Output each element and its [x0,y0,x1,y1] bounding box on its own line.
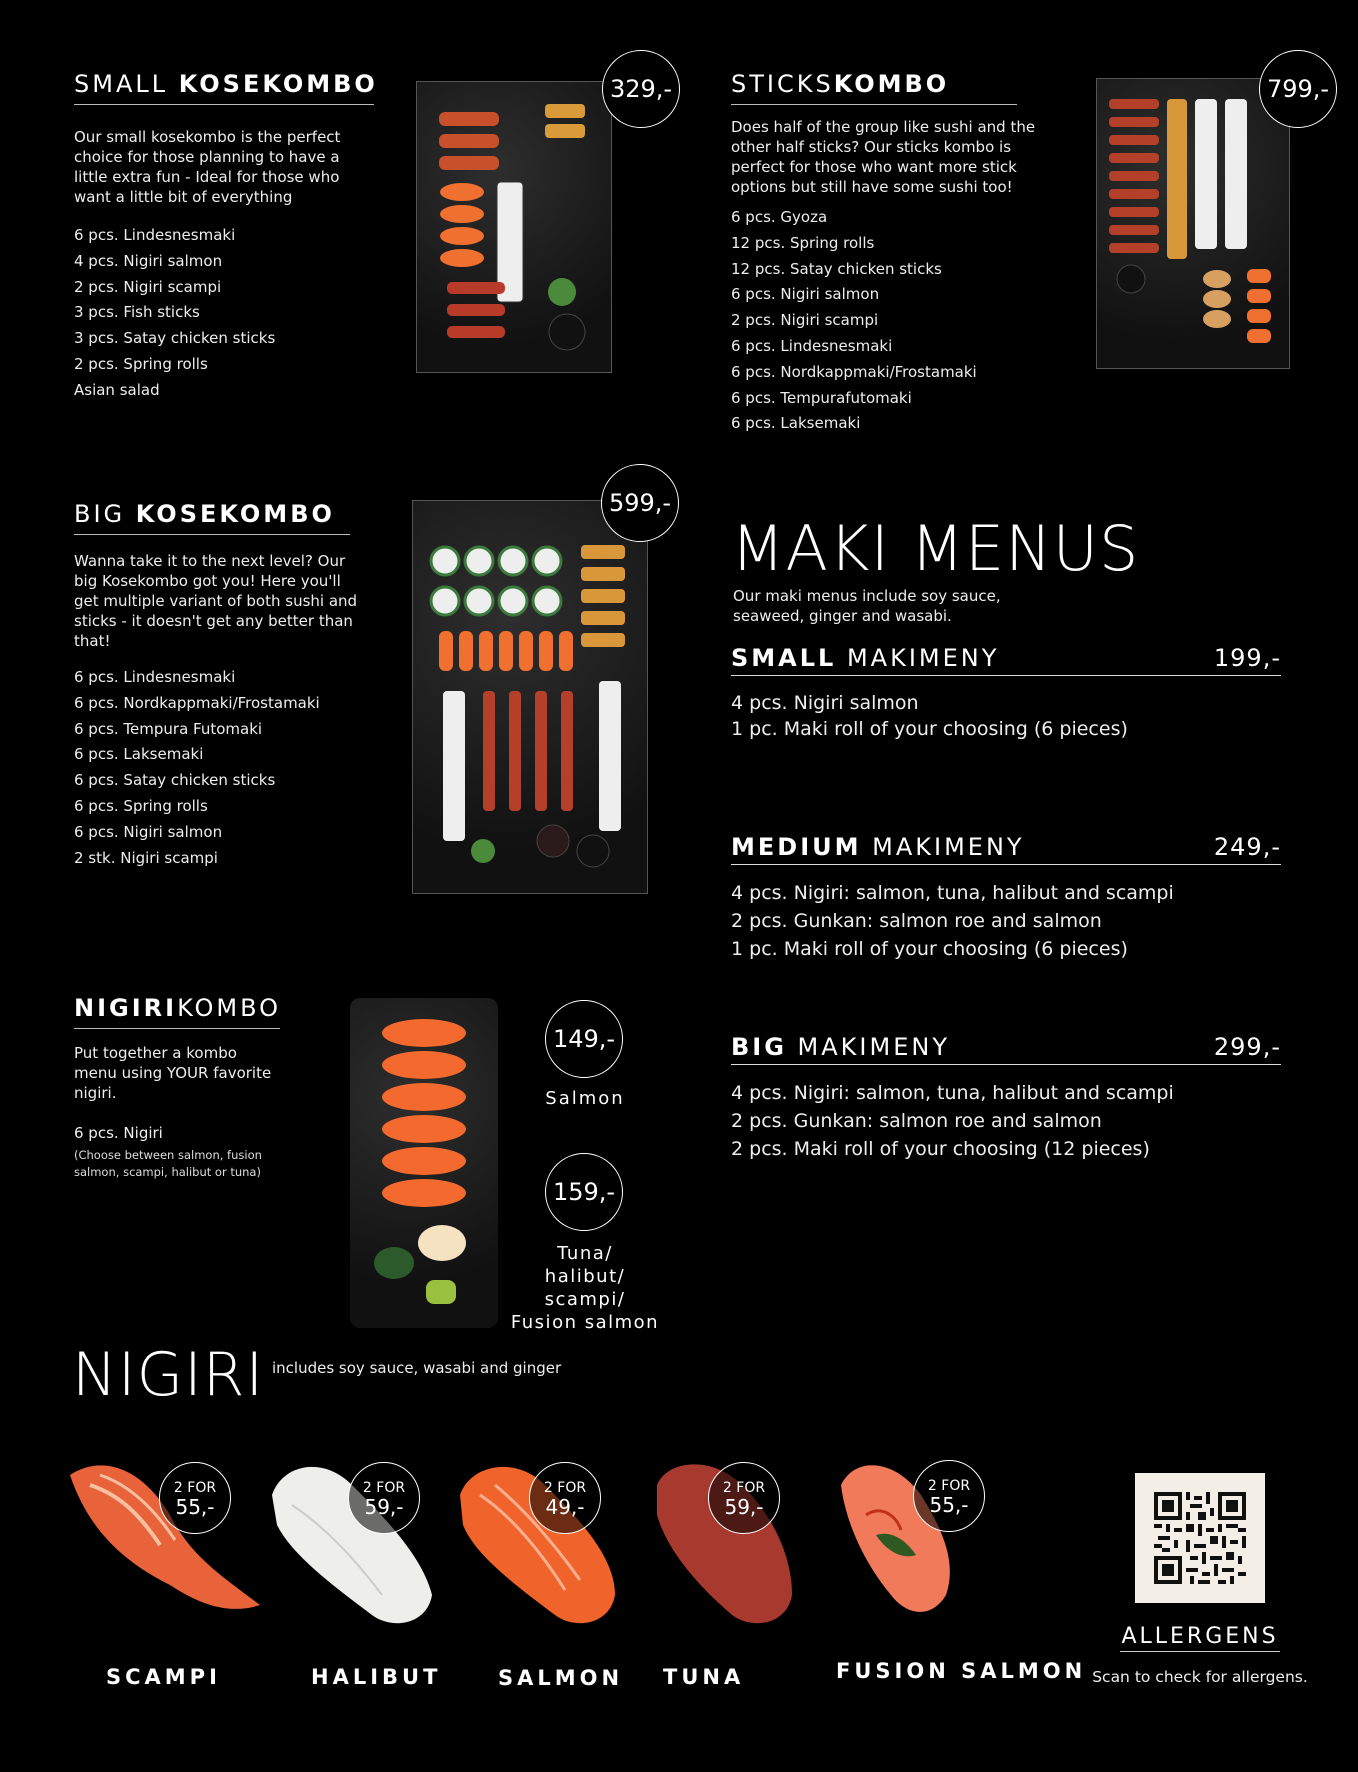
price-badge: 2 FOR 59,- [348,1462,420,1534]
nigiri-kombo-note: (Choose between salmon, fusion salmon, scampi, halibut or tuna) [74,1148,262,1179]
maki-menu-price: 249,- [1213,833,1281,861]
list-item: 6 pcs. Spring rolls [74,796,208,815]
sticks-kombo-section [731,70,1036,437]
list-item: 3 pcs. Fish sticks [74,303,200,322]
list-item: 2 stk. Nigiri scampi [74,848,218,867]
price-badge: 2 FOR 49,- [529,1462,601,1534]
nigiri-salmon [455,1455,655,1695]
big-kosekombo-photo [412,500,648,894]
list-item: 2 pcs. Gunkan: salmon roe and salmon [731,1110,1102,1132]
big-kosekombo-section [74,500,374,871]
list-item: 6 pcs. Nigiri salmon [731,285,880,304]
qr-code-icon [1154,1492,1246,1584]
list-item: 12 pcs. Satay chicken sticks [731,259,942,278]
nigiri-name: SALMON [498,1666,624,1690]
list-item: 4 pcs. Nigiri: salmon, tuna, halibut and scampi [731,882,1174,904]
list-item: 12 pcs. Spring rolls [731,233,875,252]
maki-menu-items [731,879,1281,963]
list-item: 6 pcs. Lindesnesmaki [731,336,893,355]
maki-menus-subtitle: Our maki menus include soy sauce, seaweed, ginger and wasabi. [733,587,1001,625]
sticks-kombo-items [731,205,1031,437]
maki-menu-title: BIG MAKIMENY 299,- [731,1033,1281,1065]
list-item: 2 pcs. Nigiri scampi [731,311,879,330]
maki-menu-items [731,1079,1281,1163]
list-item: 2 pcs. Nigiri scampi [74,277,222,296]
list-item: 4 pcs. Nigiri salmon [74,251,223,270]
list-item: 6 pcs. Nordkappmaki/Frostamaki [74,693,320,712]
maki-menu-medium [731,833,1281,963]
big-kosekombo-price: 599,- [601,464,679,542]
list-item: 6 pcs. Satay chicken sticks [74,771,276,790]
nigiri-scampi [60,1455,270,1695]
sushi-platter-illustration [417,82,611,372]
nigiri-subtitle: includes soy sauce, wasabi and ginger [272,1359,562,1377]
allergens-qr-code[interactable] [1135,1473,1265,1603]
nigiri-name: HALIBUT [311,1665,442,1689]
nigiri-kombo-section [74,994,314,1181]
list-item: 3 pcs. Satay chicken sticks [74,329,276,348]
list-item: 2 pcs. Spring rolls [74,354,208,373]
nigiri-kombo-label-other: Tuna/ halibut/ scampi/ Fusion salmon [510,1243,660,1333]
sticks-kombo-description: Does half of the group like sushi and the other half sticks? Our sticks kombo is perfect for those who want more stick options but still have some sushi too! [731,118,1036,196]
list-item: 6 pcs. Tempura Futomaki [74,719,263,738]
nigiri-name: TUNA [663,1665,745,1689]
list-item: 6 pcs. Lindesnesmaki [74,226,236,244]
list-item: 4 pcs. Nigiri: salmon, tuna, halibut and scampi [731,1082,1174,1104]
nigiri-kombo-title: NIGIRIKOMBO [74,994,280,1029]
maki-menu-price: 199,- [1213,644,1281,672]
sticks-platter-illustration [1097,79,1289,368]
nigiri-fusion-salmon [836,1455,1087,1695]
small-kosekombo-items [74,223,374,404]
nigiri-heading: NIGIRI [72,1340,265,1410]
big-platter-illustration [413,501,647,893]
nigiri-kombo-price-other: 159,- [545,1153,623,1231]
small-kosekombo-price: 329,- [602,50,680,128]
list-item: 6 pcs. Lindesnesmaki [74,668,236,686]
maki-menu-small [731,644,1281,742]
nigiri-name: FUSION SALMON [836,1659,1087,1683]
maki-menus-heading: MAKI MENUS [731,512,1140,585]
maki-menu-title: SMALL MAKIMENY 199,- [731,644,1281,676]
nigiri-tuna [652,1455,852,1695]
small-kosekombo-title: SMALL KOSEKOMBO [74,70,374,105]
price-badge: 2 FOR 59,- [708,1462,780,1534]
nigiri-name: SCAMPI [106,1665,221,1689]
allergens-title: ALLERGENS [1120,1624,1280,1652]
list-item: 4 pcs. Nigiri salmon [731,692,919,714]
list-item: 1 pc. Maki roll of your choosing (6 pieces) [731,938,1128,960]
list-item: 2 pcs. Maki roll of your choosing (12 pieces) [731,1138,1150,1160]
price-badge: 2 FOR 55,- [913,1460,985,1532]
price-badge: 2 FOR 55,- [159,1462,231,1534]
list-item: 1 pc. Maki roll of your choosing (6 pieces) [731,718,1128,740]
nigiri-halibut [262,1455,462,1695]
sticks-kombo-photo [1096,78,1290,369]
nigiri-plate-illustration [350,998,498,1328]
small-kosekombo-section [74,70,378,404]
nigiri-kombo-item: 6 pcs. Nigiri [74,1124,163,1142]
list-item: Asian salad [74,380,160,399]
maki-menu-title: MEDIUM MAKIMENY 249,- [731,833,1281,865]
small-kosekombo-description: Our small kosekombo is the perfect choice for those planning to have a little extra fun - Ideal for those who want a little bit of everything [74,128,341,206]
nigiri-kombo-price-salmon: 149,- [545,1000,623,1078]
list-item: 6 pcs. Gyoza [731,208,828,226]
maki-menu-big [731,1033,1281,1163]
sticks-kombo-title: STICKSKOMBO [731,70,1017,105]
sticks-kombo-price: 799,- [1259,50,1337,128]
big-kosekombo-description: Wanna take it to the next level? Our big Kosekombo got you! Here you'll get multiple variant of both sushi and sticks - it doesn't get any better than that! [74,552,358,650]
list-item: 6 pcs. Tempurafutomaki [731,388,912,407]
maki-menu-items [731,690,1281,742]
nigiri-kombo-photo [350,998,498,1328]
nigiri-kombo-description: Put together a kombo menu using YOUR favorite nigiri. [74,1044,272,1102]
nigiri-kombo-label-salmon: Salmon [545,1088,625,1109]
list-item: 6 pcs. Nigiri salmon [74,822,223,841]
small-kosekombo-photo [416,81,612,373]
maki-menu-price: 299,- [1213,1033,1281,1061]
list-item: 6 pcs. Nordkappmaki/Frostamaki [731,362,977,381]
list-item: 6 pcs. Laksemaki [731,414,861,433]
allergens-text: Scan to check for allergens. [1092,1668,1308,1686]
list-item: 2 pcs. Gunkan: salmon roe and salmon [731,910,1102,932]
big-kosekombo-title: BIG KOSEKOMBO [74,500,350,535]
list-item: 6 pcs. Laksemaki [74,745,204,764]
big-kosekombo-items [74,665,374,871]
